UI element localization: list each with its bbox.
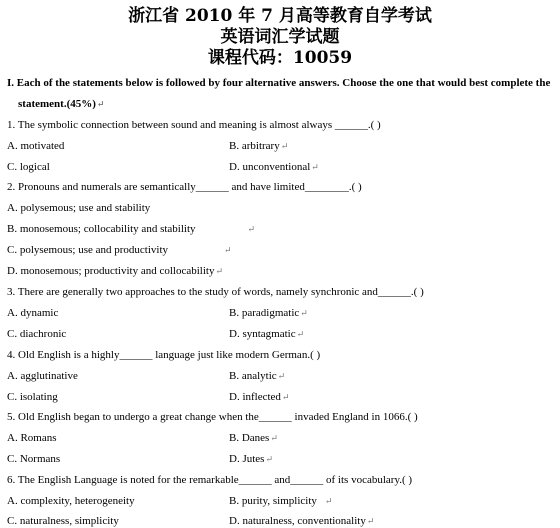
- section-score: statement.(45%): [18, 98, 96, 110]
- option-d: [229, 514, 374, 528]
- course-code: 课程代码：10059: [207, 48, 353, 68]
- option-d: [229, 327, 304, 341]
- question-stem: 6. The English Language is noted for the remarkable______ and______ of its vocabulary.( ): [7, 474, 413, 486]
- option-b-text: B. arbitrary: [229, 140, 280, 152]
- return-mark-icon: ↵: [277, 371, 286, 381]
- question-stem: 1. The symbolic connection between sound and meaning is almost always ______.( ): [7, 119, 381, 131]
- option-c: [7, 243, 232, 257]
- option-b-text: B. purity, simplicity: [229, 495, 317, 507]
- question-stem: 2. Pronouns and numerals are semantically______ and have limited________.( ): [7, 181, 362, 193]
- section-heading-cont: [18, 97, 104, 111]
- option-a: A. dynamic: [7, 307, 59, 319]
- return-mark-icon: ↵: [96, 99, 105, 109]
- option-a: A. motivated: [7, 140, 65, 152]
- option-c: C. isolating: [7, 391, 58, 403]
- option-a: A. Romans: [7, 432, 57, 444]
- return-mark-icon: ↵: [366, 516, 375, 526]
- return-mark-icon: ↵: [296, 329, 305, 339]
- option-d: [7, 264, 223, 278]
- return-mark-icon: ↵: [324, 496, 333, 506]
- option-b-text: B. paradigmatic: [229, 307, 300, 319]
- option-b: [229, 369, 285, 383]
- return-mark-icon: ↵: [311, 162, 319, 172]
- option-b-text: B. monosemous; collocability and stability: [7, 223, 196, 235]
- return-mark-icon: ↵: [300, 308, 308, 318]
- exam-subject: 英语词汇学试题: [220, 27, 340, 47]
- option-d: [229, 160, 319, 174]
- return-mark-icon: ↵: [247, 224, 256, 234]
- return-mark-icon: ↵: [270, 433, 278, 443]
- option-b: [229, 306, 308, 320]
- option-c: C. Normans: [7, 453, 61, 465]
- option-d-text: D. monosemous; productivity and collocability: [7, 265, 215, 277]
- return-mark-icon: ↵: [215, 266, 223, 276]
- option-d-text: D. unconventional: [229, 161, 311, 173]
- option-d-text: D. naturalness, conventionality: [229, 515, 366, 527]
- return-mark-icon: ↵: [281, 392, 290, 402]
- option-b-text: B. analytic: [229, 370, 277, 382]
- question-stem: 4. Old English is a highly______ language just like modern German.( ): [7, 349, 321, 361]
- question-stem: 3. There are generally two approaches to the study of words, namely synchronic and______.( ): [7, 286, 424, 298]
- return-mark-icon: ↵: [265, 454, 273, 464]
- question-stem: 5. Old English began to undergo a great change when the______ invaded England in 1066.( ): [7, 411, 418, 423]
- return-mark-icon: ↵: [224, 245, 232, 255]
- option-b: [229, 494, 332, 508]
- option-c-text: C. polysemous; use and productivity: [7, 244, 169, 256]
- option-d-text: D. inflected: [229, 391, 281, 403]
- return-mark-icon: ↵: [280, 141, 289, 151]
- option-d: [229, 452, 273, 466]
- option-c: C. diachronic: [7, 328, 67, 340]
- section-heading: I. Each of the statements below is followed by four alternative answers. Choose the one that would best complete the: [7, 77, 551, 89]
- option-a: A. complexity, heterogeneity: [7, 495, 135, 507]
- option-b: [229, 139, 288, 153]
- option-b-text: B. Danes: [229, 432, 270, 444]
- exam-title: 浙江省 2010 年 7 月高等教育自学考试: [128, 6, 432, 26]
- option-c: C. logical: [7, 161, 50, 173]
- option-c: C. naturalness, simplicity: [7, 515, 119, 527]
- option-a: A. agglutinative: [7, 370, 78, 382]
- option-d: [229, 390, 289, 404]
- option-b: [229, 431, 278, 445]
- option-d-text: D. Jutes: [229, 453, 265, 465]
- option-b: [7, 222, 255, 236]
- option-a: A. polysemous; use and stability: [7, 202, 151, 214]
- option-d-text: D. syntagmatic: [229, 328, 296, 340]
